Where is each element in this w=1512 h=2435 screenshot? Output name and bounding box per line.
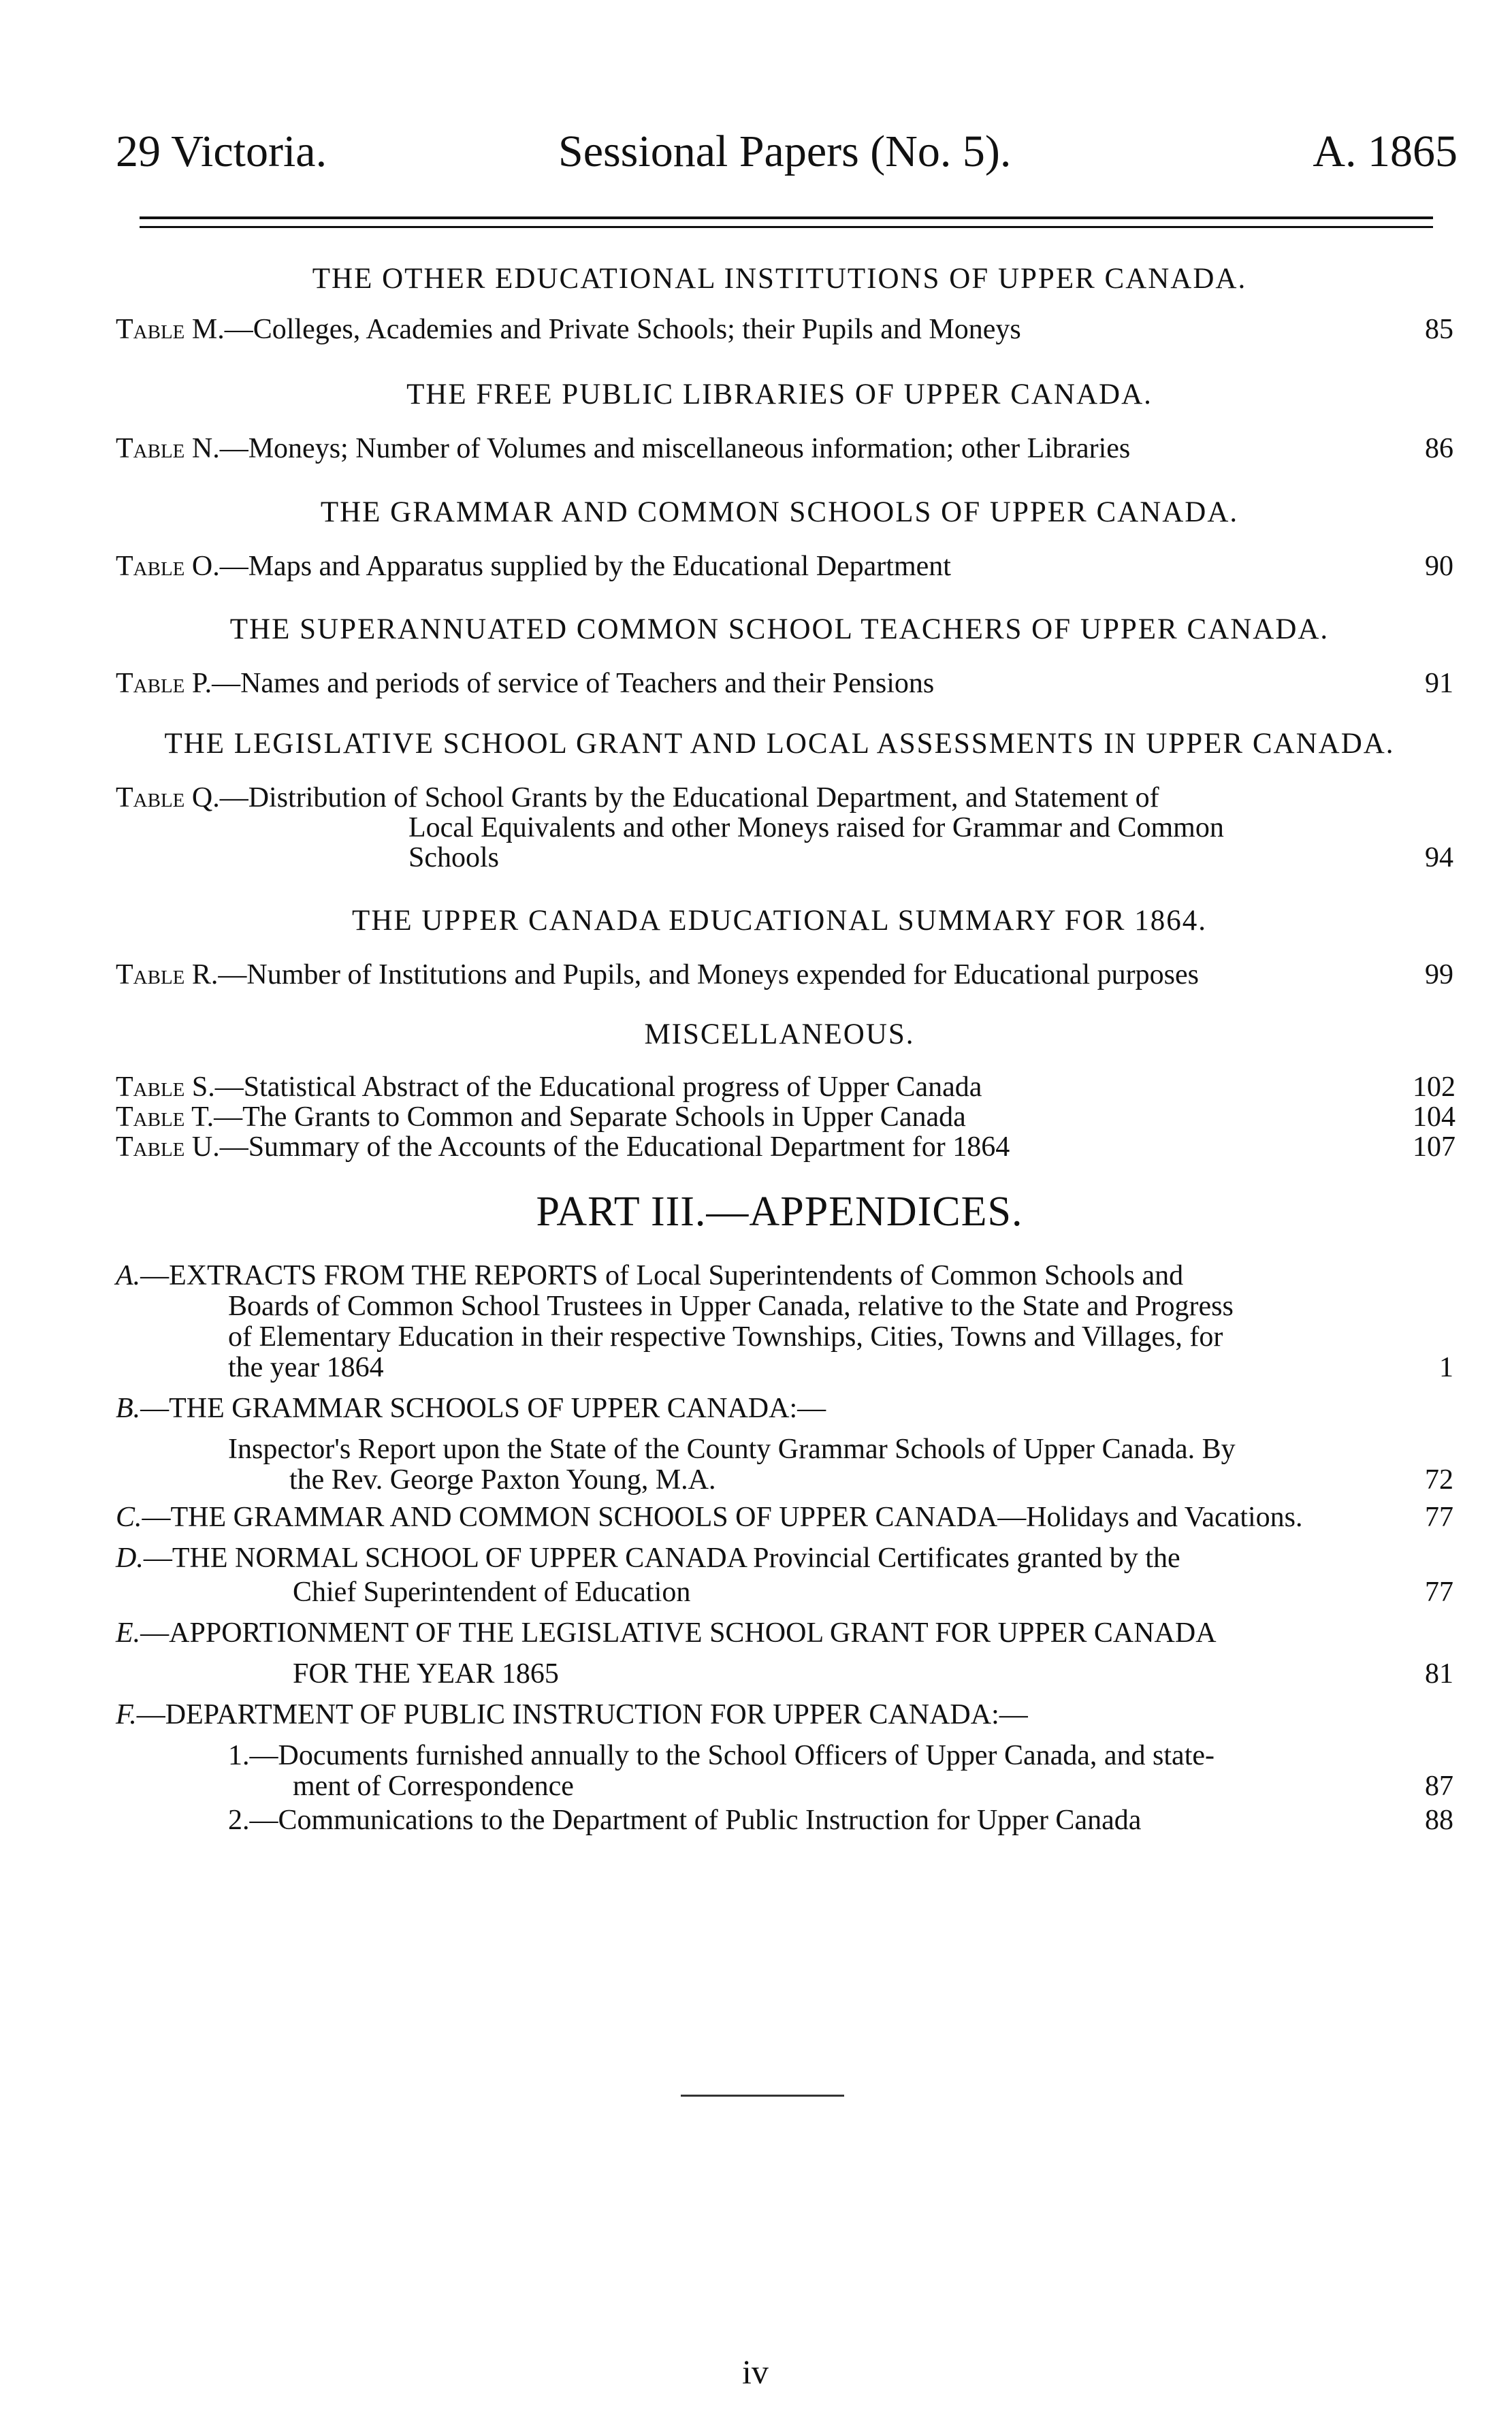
appendix-f-item1a: 1.—Documents furnished annually to the School Officers of Upper Canada, and state-	[228, 1740, 1215, 1771]
entry-page: 107	[1413, 1131, 1455, 1163]
appendix-text: 2.—Communications to the Department of Public Instruction for Upper Canada	[228, 1805, 1142, 1836]
appendix-text: the year 1864	[228, 1352, 384, 1383]
entry-label: Table U.	[116, 1131, 220, 1163]
appendix-b-sub1: Inspector's Report upon the State of the County Grammar Schools of Upper Canada. By	[228, 1434, 1236, 1465]
appendix-key: C.	[116, 1502, 142, 1533]
entry-page: 102	[1413, 1071, 1455, 1103]
toc-entry	[116, 550, 1453, 588]
appendix-text: —APPORTIONMENT OF THE LEGISLATIVE SCHOOL GRANT FOR UPPER CANADA	[140, 1617, 1217, 1649]
appendix-f-line1	[116, 1698, 1028, 1731]
toc-entry-last-line	[116, 841, 1453, 880]
entry-label: Table O.	[116, 551, 220, 582]
section-heading: THE FREE PUBLIC LIBRARIES OF UPPER CANADA.	[406, 378, 1153, 410]
appendix-text: —DEPARTMENT OF PUBLIC INSTRUCTION FOR UPPER CANADA:—	[136, 1699, 1028, 1730]
entry-continuation: Local Equivalents and other Moneys raised for Grammar and Common	[408, 812, 1224, 843]
section-heading: MISCELLANEOUS.	[644, 1018, 915, 1050]
section-heading: THE UPPER CANADA EDUCATIONAL SUMMARY FOR 1864.	[352, 905, 1207, 937]
closing-ornament-rule	[681, 2095, 844, 2097]
entry-text: —Colleges, Academies and Private Schools; their Pupils and Moneys	[224, 314, 1021, 345]
appendix-key: B.	[116, 1393, 141, 1424]
entry-page: 88	[1425, 1805, 1453, 1836]
section-heading: THE LEGISLATIVE SCHOOL GRANT AND LOCAL ASSESSMENTS IN UPPER CANADA.	[164, 728, 1395, 760]
entry-page: 90	[1425, 551, 1453, 582]
entry-text: —Moneys; Number of Volumes and miscellaneous information; other Libraries	[219, 433, 1131, 464]
header-right: A. 1865	[1313, 127, 1458, 176]
entry-page: 91	[1425, 668, 1453, 699]
toc-entry	[116, 1131, 1453, 1169]
entry-text: —Names and periods of service of Teachers and their Pensions	[212, 668, 935, 699]
toc-entry	[116, 667, 1453, 705]
entry-page: 104	[1413, 1101, 1455, 1133]
appendix-text: FOR THE YEAR 1865	[293, 1658, 559, 1690]
toc-entry	[116, 432, 1453, 470]
section-heading: THE SUPERANNUATED COMMON SCHOOL TEACHERS OF UPPER CANADA.	[229, 613, 1330, 645]
appendix-key: E.	[116, 1617, 141, 1649]
entry-label: Table N.	[116, 433, 220, 464]
appendix-f-item2	[116, 1804, 1453, 1842]
entry-text: —Summary of the Accounts of the Educational Department for 1864	[219, 1131, 1010, 1163]
appendix-f-item1b	[116, 1770, 1453, 1808]
header-center: Sessional Papers (No. 5).	[558, 127, 1012, 176]
appendix-text: —THE GRAMMAR AND COMMON SCHOOLS OF UPPER CANADA—Holidays and Vacations.	[142, 1502, 1303, 1533]
entry-text: —The Grants to Common and Separate Schools in Upper Canada	[214, 1101, 966, 1133]
appendix-a-line2: Boards of Common School Trustees in Upper Canada, relative to the State and Progress	[228, 1291, 1234, 1322]
entry-page: 86	[1425, 433, 1453, 464]
page-number: iv	[742, 2353, 769, 2391]
part-title: PART III.—APPENDICES.	[536, 1189, 1023, 1235]
appendix-e-line2	[116, 1658, 1453, 1696]
entry-page: 1	[1439, 1352, 1453, 1383]
appendix-text: —EXTRACTS FROM THE REPORTS of Local Superintendents of Common Schools and	[140, 1260, 1184, 1291]
appendix-d-line2	[116, 1576, 1453, 1614]
appendix-c	[116, 1501, 1453, 1539]
entry-page: 87	[1425, 1771, 1453, 1802]
running-header	[116, 126, 1458, 187]
entry-text: —Statistical Abstract of the Educational progress of Upper Canada	[214, 1071, 982, 1103]
header-rule	[140, 216, 1433, 219]
appendix-a-line4	[116, 1351, 1453, 1389]
toc-entry	[116, 958, 1453, 997]
appendix-b-line1	[116, 1392, 826, 1425]
appendix-text: —THE NORMAL SCHOOL OF UPPER CANADA Provincial Certificates granted by the	[143, 1543, 1180, 1574]
appendix-text: Chief Superintendent of Education	[293, 1577, 691, 1608]
appendix-e-line1	[116, 1617, 1217, 1649]
appendix-b-sub2	[116, 1464, 1453, 1502]
entry-page: 77	[1425, 1577, 1453, 1608]
header-left: 29 Victoria.	[116, 127, 327, 176]
entry-label: Table R.	[116, 959, 219, 990]
entry-label: Table Q.	[116, 782, 220, 813]
section-heading: THE OTHER EDUCATIONAL INSTITUTIONS OF UPPER CANADA.	[312, 263, 1247, 295]
entry-label: Table P.	[116, 668, 212, 699]
appendix-text: the Rev. George Paxton Young, M.A.	[289, 1464, 716, 1496]
header-rule-second	[140, 226, 1433, 228]
entry-page: 72	[1425, 1464, 1453, 1496]
entry-page: 94	[1425, 842, 1453, 873]
appendix-key: A.	[116, 1260, 141, 1291]
entry-text: —Maps and Apparatus supplied by the Educational Department	[219, 551, 951, 582]
section-heading: THE GRAMMAR AND COMMON SCHOOLS OF UPPER CANADA.	[320, 496, 1239, 528]
appendix-d-line1	[116, 1542, 1180, 1575]
entry-label: Table S.	[116, 1071, 215, 1103]
appendix-a-line3: of Elementary Education in their respective Townships, Cities, Towns and Villages, for	[228, 1321, 1223, 1353]
entry-page: 99	[1425, 959, 1453, 990]
appendix-key: D.	[116, 1543, 144, 1574]
appendix-text: —THE GRAMMAR SCHOOLS OF UPPER CANADA:—	[140, 1393, 826, 1424]
appendix-text: ment of Correspondence	[293, 1771, 574, 1802]
entry-page: 81	[1425, 1658, 1453, 1690]
entry-page: 85	[1425, 314, 1453, 345]
entry-label: Table T.	[116, 1101, 214, 1133]
entry-continuation-end: Schools	[408, 842, 500, 873]
entry-label: Table M.	[116, 314, 225, 345]
toc-entry	[116, 313, 1453, 351]
entry-text: —Distribution of School Grants by the Educational Department, and Statement of	[219, 782, 1159, 813]
entry-text: —Number of Institutions and Pupils, and Moneys expended for Educational purposes	[218, 959, 1199, 990]
appendix-key: F.	[116, 1699, 137, 1730]
entry-page: 77	[1425, 1502, 1453, 1533]
appendix-a-line1	[116, 1259, 1183, 1292]
